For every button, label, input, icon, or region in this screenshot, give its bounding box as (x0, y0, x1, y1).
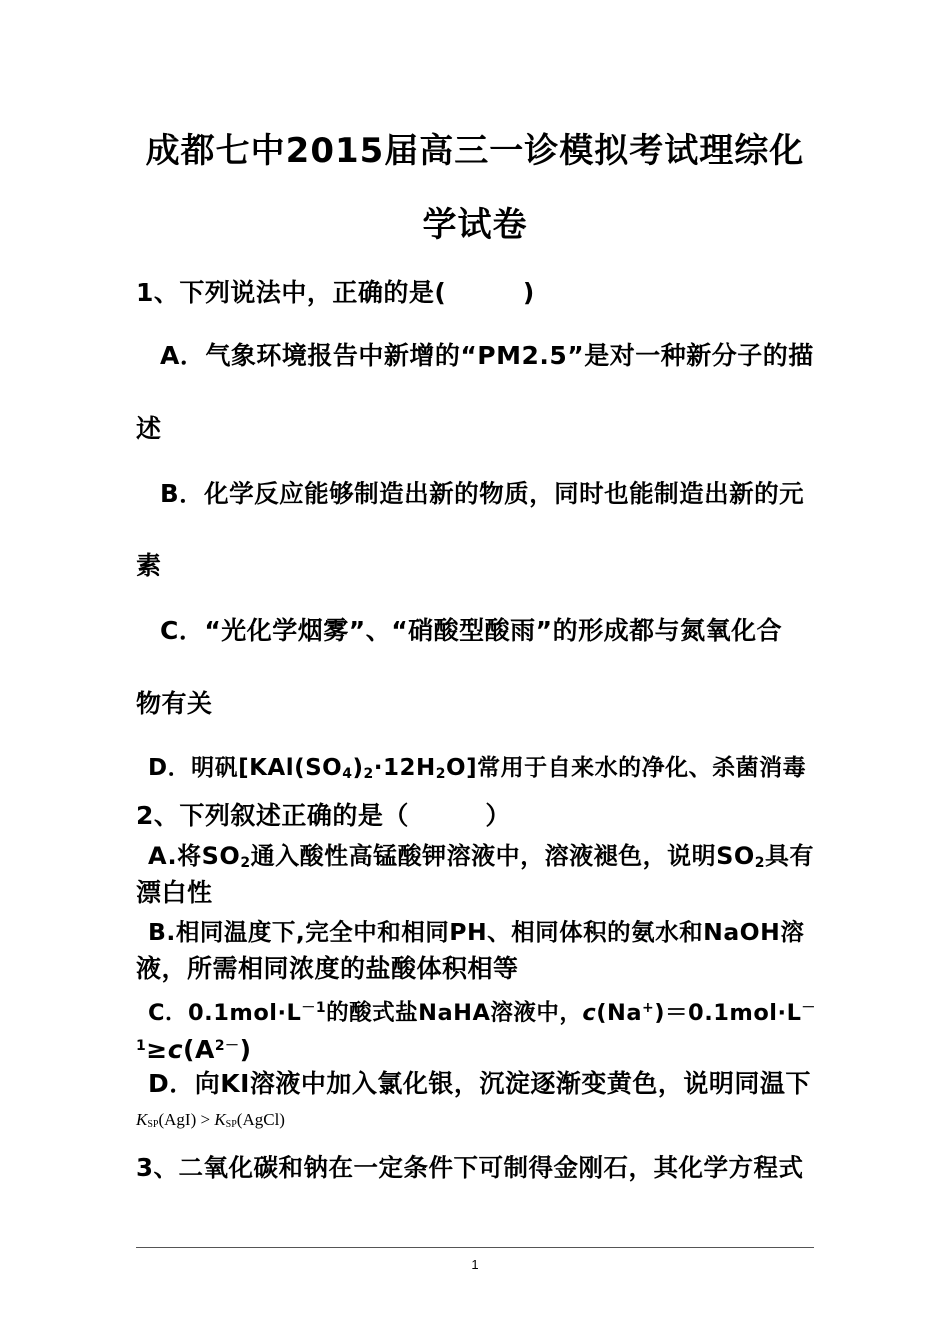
ksp-inequality: $K_{SP}(AgI)$ > $K_{SP}(AgCl)$ (136, 1110, 285, 1130)
question-1-option-a-cont: 述 (136, 414, 162, 443)
page-number: 1 (471, 1257, 479, 1272)
question-1-option-c-cont: 物有关 (136, 689, 213, 718)
footer-divider (136, 1247, 814, 1248)
title-line-1: 成都七中2015届高三一诊模拟考试理综化 (145, 131, 805, 171)
question-2-option-b-cont: 液，所需相同浓度的盐酸体积相等 (136, 954, 519, 983)
question-1-option-b: B．化学反应能够制造出新的物质，同时也能制造出新的元 (160, 479, 805, 508)
question-2-option-c-cont: $^1\ge c(A^{2-})$ (136, 1035, 252, 1064)
question-1-option-d: D．明矾$[KAl(SO_4)_2\cdot 12H_2O]$常用于自来水的净化、杀菌消毒 (148, 755, 807, 782)
question-1-option-b-cont: 素 (136, 551, 162, 580)
question-1-option-a: A．气象环境报告中新增的“PM2.5”是对一种新分子的描 (160, 341, 814, 370)
question-2-option-b: B.相同温度下,完全中和相同PH、相同体积的氨水和NaOH溶 (148, 918, 805, 946)
question-2-option-a-cont: 漂白性 (136, 878, 213, 907)
question-2-option-d: D．向KI溶液中加入氯化银，沉淀逐渐变黄色，说明同温下 (148, 1069, 811, 1098)
question-1-option-c: C．“光化学烟雾”、“硝酸型酸雨”的形成都与氮氧化合 (160, 616, 783, 645)
question-2-option-c: C．$0.1mol\cdot L^{-1}$的酸式盐NaHA溶液中，c(Na+)＝0.1mol·L－ (148, 1000, 816, 1026)
question-1-stem: 1、下列说法中，正确的是( ) (136, 278, 535, 307)
question-2-option-a: A.将$SO_2$通入酸性高锰酸钾溶液中，溶液褪色，说明$SO_2$具有 (148, 842, 815, 871)
question-3-stem: 3、二氧化碳和钠在一定条件下可制得金刚石，其化学方程式 (136, 1153, 804, 1182)
question-2-stem: 2、下列叙述正确的是（ ） (136, 801, 511, 830)
title-line-2: 学试卷 (422, 205, 528, 245)
